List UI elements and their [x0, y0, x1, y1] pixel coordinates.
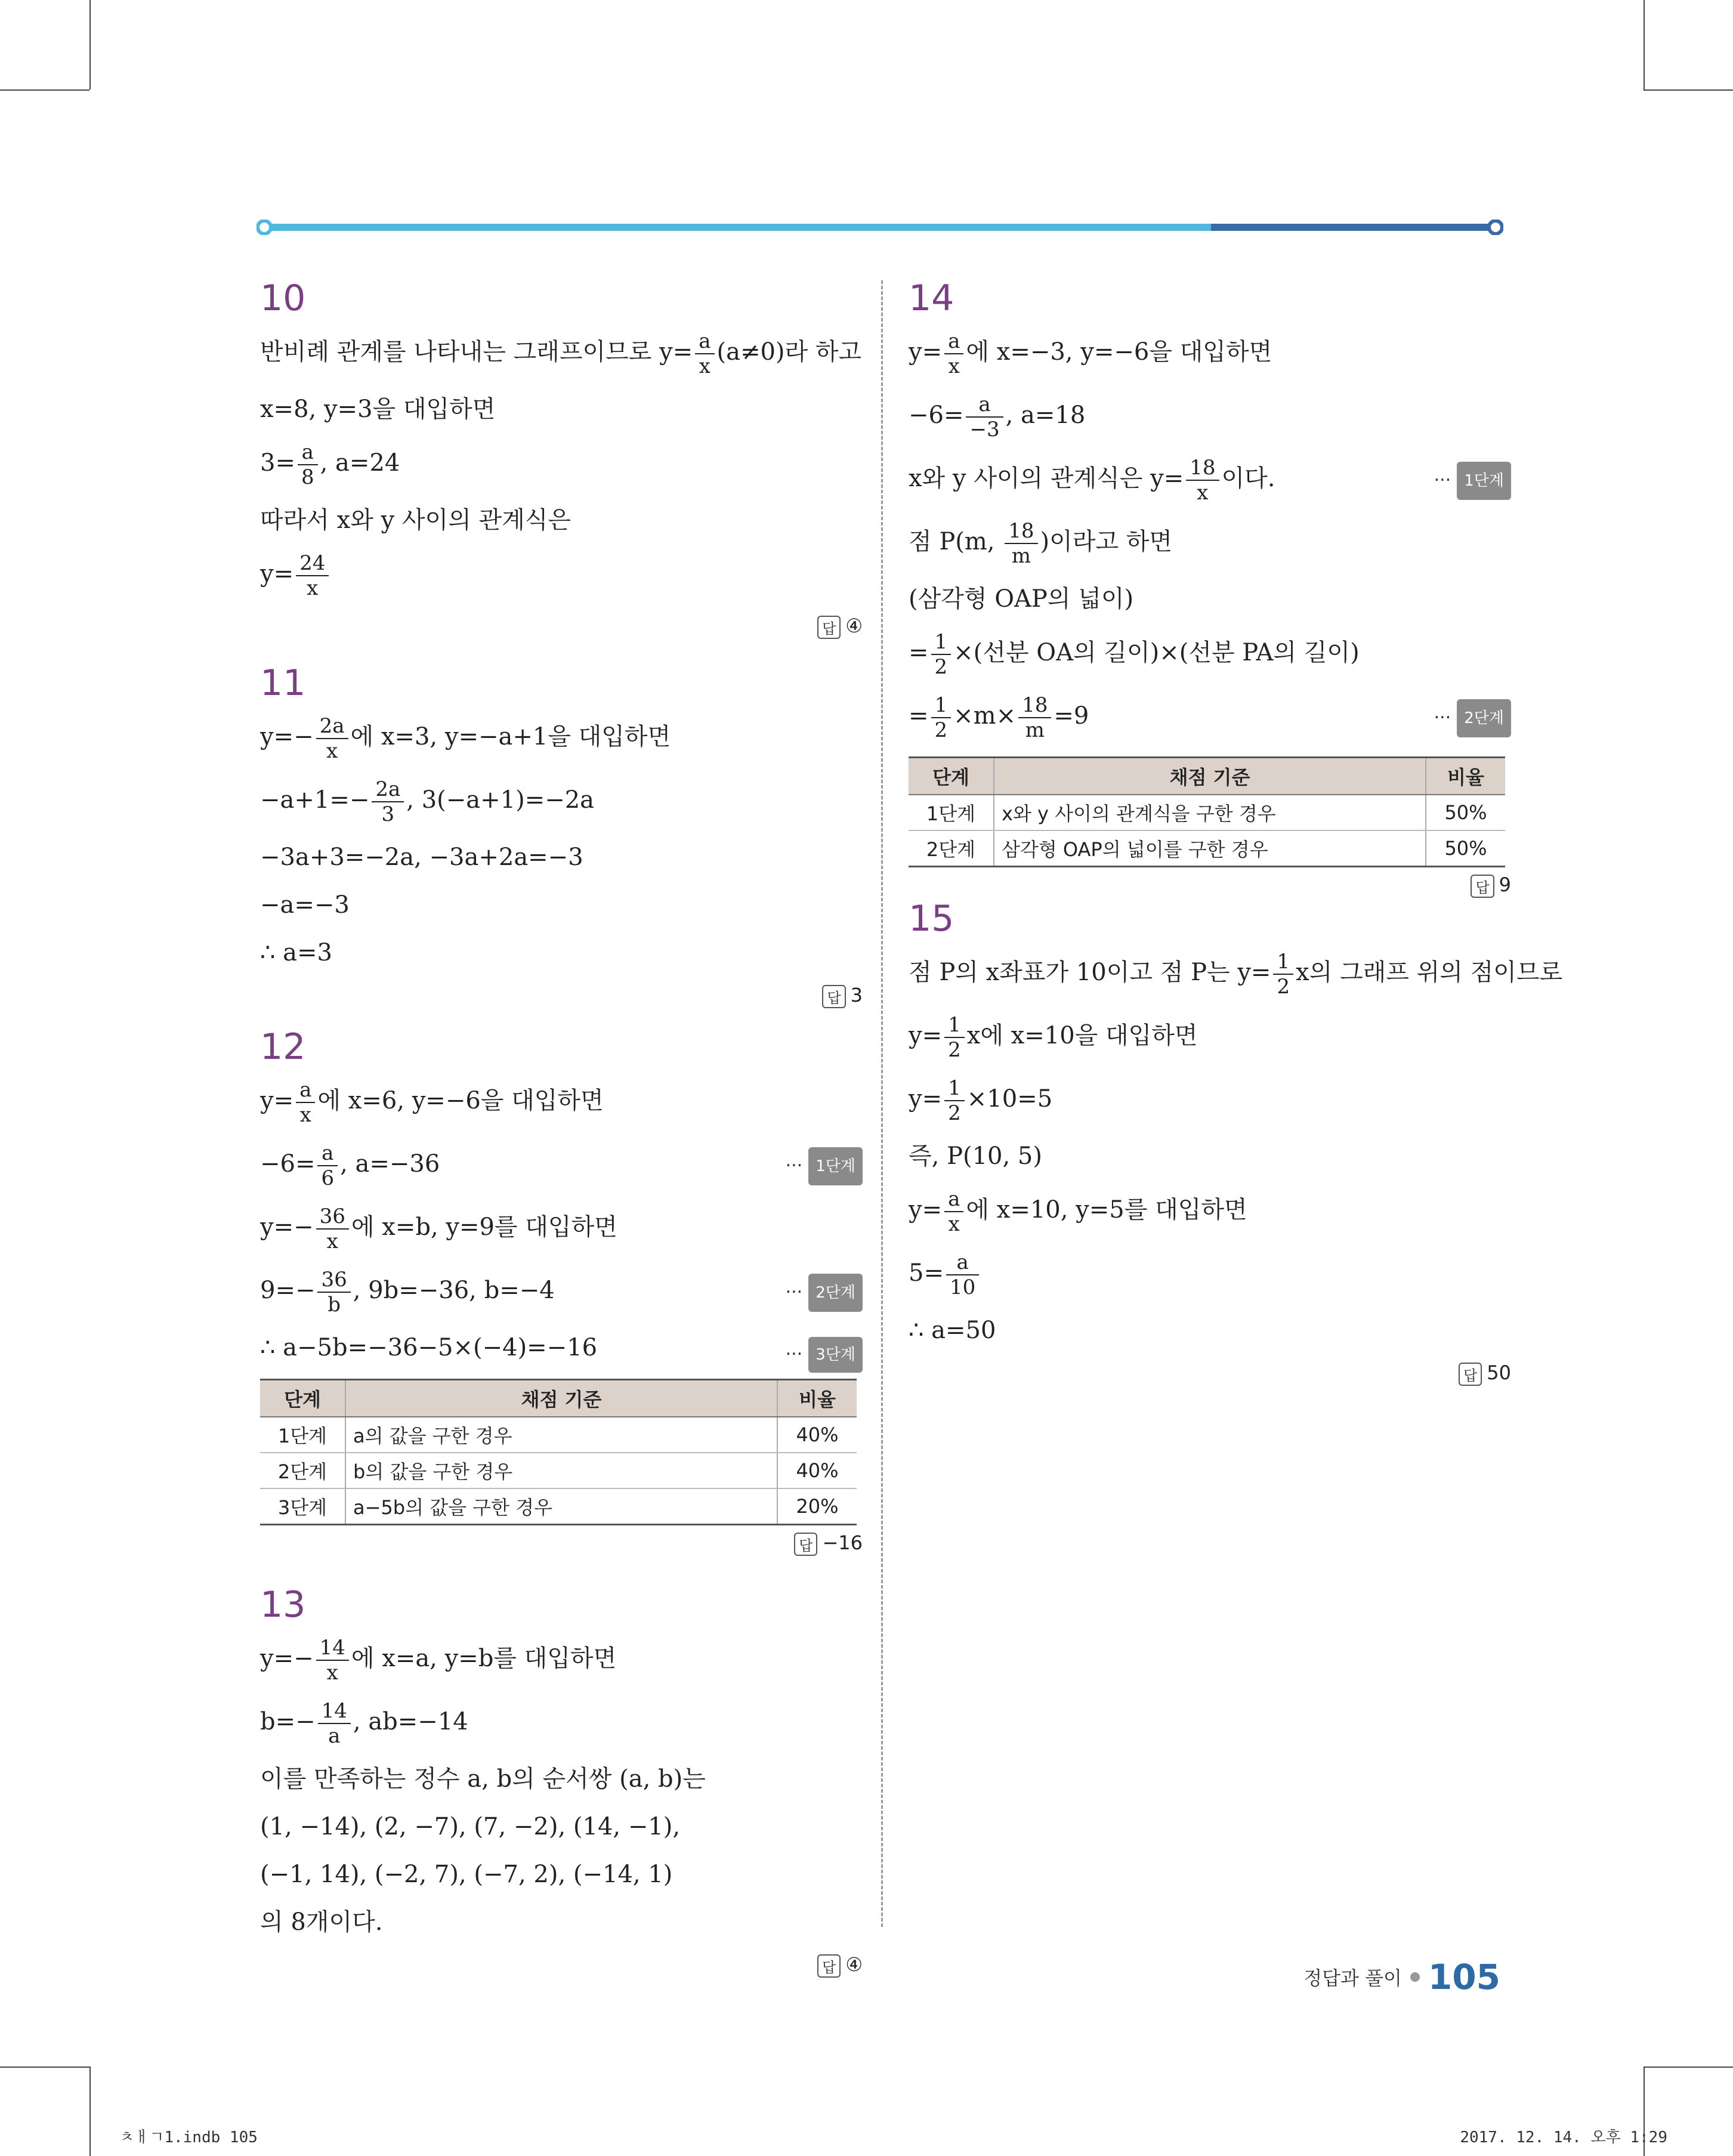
- solution-line: ∴ a=50: [909, 1317, 996, 1344]
- crop-mark: [89, 2067, 91, 2156]
- table-row: [260, 1488, 857, 1525]
- solution-line: [909, 1187, 1511, 1236]
- solution-line: [909, 456, 1511, 505]
- solution-line: 따라서 x와 y 사이의 관계식은: [260, 506, 572, 534]
- solution-line: [909, 950, 1563, 999]
- text: 에 x=3, y=−a+1을 대입하면: [350, 723, 671, 750]
- numerator: a: [298, 440, 318, 465]
- fraction: [966, 393, 1003, 441]
- problem-13: [260, 1584, 863, 1978]
- solution-line: [260, 1699, 863, 1748]
- denominator: x: [699, 354, 711, 378]
- denominator: 8: [301, 465, 314, 489]
- text: y=: [909, 1196, 943, 1224]
- solution-line: 즉, P(10, 5): [909, 1142, 1042, 1170]
- solution-line: [260, 440, 863, 489]
- numerator: 18: [1186, 456, 1219, 481]
- denominator: 2: [1277, 975, 1290, 999]
- text: y=: [260, 1087, 294, 1114]
- text: 점 P(m,: [909, 528, 1003, 555]
- table-cell: x와 y 사이의 관계식을 구한 경우: [994, 795, 1426, 830]
- numerator: a: [695, 329, 714, 354]
- table-cell: 1단계: [909, 795, 994, 830]
- problem-11: [260, 662, 863, 1008]
- fraction: [944, 1013, 965, 1062]
- footer-dot: [1410, 1972, 1420, 1982]
- step-badge: 3단계: [808, 1337, 863, 1373]
- answer: [260, 1953, 863, 1978]
- problem-14: [909, 277, 1511, 898]
- table-cell: b의 값을 구한 경우: [345, 1453, 777, 1488]
- numerator: a: [966, 393, 1003, 418]
- fraction: [316, 1204, 349, 1253]
- fraction: [318, 1699, 351, 1748]
- answer-badge: 답: [817, 616, 841, 639]
- table-header: 채점 기준: [345, 1380, 777, 1417]
- table-header-row: [260, 1380, 857, 1417]
- fraction: [695, 329, 714, 378]
- fraction: [931, 693, 952, 742]
- solution-line: [260, 714, 863, 763]
- problem-number: 15: [909, 898, 954, 940]
- problem-number: 13: [260, 1584, 306, 1626]
- table-row: [260, 1453, 857, 1488]
- answer: [260, 614, 863, 639]
- file-meta: ㅊㅐㄱ1.indb 105: [119, 2129, 258, 2146]
- solution-line: [260, 1141, 863, 1190]
- crop-mark: [89, 0, 91, 89]
- answer: [260, 984, 863, 1008]
- numerator: a: [944, 329, 963, 354]
- step-badge: 1단계: [808, 1147, 863, 1185]
- text: , a=24: [320, 449, 400, 477]
- text: )이라고 하면: [1040, 528, 1173, 555]
- solution-line: [260, 777, 863, 826]
- crop-mark: [1644, 89, 1733, 91]
- fraction: [317, 1268, 350, 1317]
- text: 점 P의 x좌표가 10이고 점 P는 y=: [909, 959, 1271, 986]
- solution-line: −3a+3=−2a, −3a+2a=−3: [260, 844, 583, 871]
- table-cell: 2단계: [909, 830, 994, 867]
- denominator: x: [326, 1661, 338, 1685]
- answer-badge: 답: [1459, 1363, 1482, 1386]
- column-divider: [881, 280, 883, 1927]
- table-header: 채점 기준: [994, 758, 1426, 795]
- answer-value: −16: [822, 1531, 863, 1554]
- table-cell: 3단계: [260, 1488, 345, 1525]
- solution-line: [909, 519, 1511, 568]
- denominator: x: [307, 576, 319, 600]
- denominator: x: [1197, 481, 1209, 505]
- denominator: x: [948, 1212, 960, 1236]
- text: 에 x=10, y=5를 대입하면: [966, 1196, 1247, 1224]
- fraction: [296, 551, 329, 600]
- solution-line: [909, 1013, 1511, 1062]
- footer-label: 정답과 풀이: [1303, 1967, 1402, 1990]
- table-cell: 50%: [1426, 795, 1505, 830]
- solution-line: 이를 만족하는 정수 a, b의 순서쌍 (a, b)는: [260, 1765, 706, 1793]
- problem-number: 14: [909, 277, 954, 319]
- solution-line: [260, 1204, 863, 1253]
- problem-10: [260, 277, 863, 639]
- solution-line: [260, 1078, 863, 1127]
- step-marker: ··· 1단계: [1434, 462, 1511, 500]
- numerator: a: [296, 1078, 315, 1103]
- denominator: −3: [969, 418, 1000, 441]
- denominator: m: [1011, 544, 1031, 568]
- solution-line: [260, 1331, 863, 1364]
- text: (a≠0)라 하고: [716, 338, 862, 366]
- denominator: a: [328, 1724, 341, 1748]
- denominator: x: [299, 1103, 311, 1127]
- text: ×m×: [953, 702, 1017, 730]
- answer-value: 50: [1487, 1361, 1511, 1384]
- fraction: [931, 630, 952, 679]
- text: 반비례 관계를 나타내는 그래프이므로 y=: [260, 338, 693, 366]
- fraction: [944, 1076, 965, 1125]
- text: , 9b=−36, b=−4: [353, 1277, 555, 1304]
- solution-line: [909, 1250, 1511, 1299]
- numerator: 2a: [316, 714, 348, 739]
- denominator: 2: [948, 1038, 961, 1062]
- text: −6=: [260, 1150, 316, 1178]
- answer: [260, 1531, 863, 1556]
- solution-line: [909, 329, 1511, 378]
- text: , a=18: [1005, 401, 1086, 429]
- fraction: [1273, 950, 1293, 999]
- solution-line: [260, 329, 863, 378]
- numerator: a: [946, 1250, 979, 1275]
- table-row: [909, 830, 1505, 867]
- numerator: a: [317, 1141, 338, 1166]
- answer-badge: 답: [817, 1954, 841, 1978]
- table-header-row: [909, 758, 1505, 795]
- text: 이다.: [1221, 465, 1275, 492]
- solution-line: [909, 630, 1511, 679]
- solution-line: [909, 1076, 1511, 1125]
- fraction: [317, 1141, 338, 1190]
- numerator: 1: [931, 630, 952, 655]
- answer-value: 3: [850, 984, 863, 1006]
- table-cell: 삼각형 OAP의 넓이를 구한 경우: [994, 830, 1426, 867]
- text: y=: [909, 1022, 943, 1049]
- text: 5=: [909, 1259, 944, 1287]
- solution-line: [260, 1268, 863, 1317]
- text: , 3(−a+1)=−2a: [406, 786, 595, 814]
- text: =: [909, 639, 929, 666]
- answer: [909, 873, 1511, 898]
- numerator: 14: [316, 1636, 349, 1661]
- table-cell: 50%: [1426, 830, 1505, 867]
- numerator: 24: [296, 551, 329, 576]
- answer-badge: 답: [794, 1533, 817, 1556]
- numerator: a: [944, 1187, 963, 1212]
- numerator: 18: [1005, 519, 1037, 544]
- page-footer: [1303, 1957, 1500, 1997]
- table-cell: a의 값을 구한 경우: [345, 1417, 777, 1453]
- problem-15: [909, 898, 1563, 1386]
- table-row: [909, 795, 1505, 830]
- text: −a+1=−: [260, 786, 370, 814]
- numerator: 1: [944, 1013, 965, 1038]
- header-bar: [257, 220, 1503, 235]
- table-header: 비율: [1426, 758, 1505, 795]
- solution-line: (삼각형 OAP의 넓이): [909, 585, 1134, 613]
- text: 에 x=−3, y=−6을 대입하면: [966, 338, 1272, 366]
- denominator: 2: [948, 1101, 961, 1125]
- fraction: [316, 1636, 349, 1685]
- numerator: 1: [931, 693, 952, 718]
- print-datetime: 2017. 12. 14. 오후 1:29: [1460, 2129, 1667, 2146]
- text: ×10=5: [966, 1085, 1053, 1113]
- denominator: 6: [321, 1166, 335, 1190]
- denominator: x: [326, 739, 338, 763]
- text: ×(선분 OA의 길이)×(선분 PA의 길이): [953, 639, 1360, 666]
- fraction: [296, 1078, 315, 1127]
- text: x와 y 사이의 관계식은 y=: [909, 465, 1184, 492]
- denominator: 2: [934, 718, 948, 742]
- denominator: b: [328, 1293, 341, 1317]
- text: y=: [909, 338, 943, 366]
- table-cell: 20%: [777, 1488, 857, 1525]
- numerator: 1: [944, 1076, 965, 1101]
- text: 에 x=b, y=9를 대입하면: [351, 1213, 617, 1241]
- answer-value: ④: [845, 1953, 863, 1976]
- table-header: 단계: [260, 1380, 345, 1417]
- text: y=: [260, 560, 294, 588]
- fraction: [1018, 693, 1051, 742]
- text: y=−: [260, 1213, 314, 1241]
- text: b=−: [260, 1708, 316, 1735]
- crop-mark: [1644, 0, 1645, 89]
- fraction: [944, 1187, 963, 1236]
- table-header: 단계: [909, 758, 994, 795]
- table-header: 비율: [777, 1380, 857, 1417]
- numerator: 36: [316, 1204, 349, 1230]
- solution-line: 의 8개이다.: [260, 1908, 383, 1936]
- fraction: [946, 1250, 979, 1299]
- text: 3=: [260, 449, 295, 477]
- text: , a=−36: [340, 1150, 440, 1178]
- text: y=−: [260, 723, 314, 750]
- table-cell: 40%: [777, 1417, 857, 1453]
- numerator: 18: [1018, 693, 1051, 718]
- solution-line: x=8, y=3을 대입하면: [260, 396, 496, 423]
- solution-line: [260, 1636, 863, 1685]
- numerator: 1: [1273, 950, 1293, 975]
- fraction: [1186, 456, 1219, 505]
- denominator: x: [326, 1230, 338, 1253]
- fraction: [1005, 519, 1037, 568]
- text: 에 x=a, y=b를 대입하면: [351, 1645, 617, 1672]
- text: ∴ a−5b=−36−5×(−4)=−16: [260, 1334, 598, 1361]
- text: x의 그래프 위의 점이므로: [1296, 959, 1563, 986]
- solution-line: (1, −14), (2, −7), (7, −2), (14, −1),: [260, 1813, 681, 1840]
- answer-value: 9: [1499, 873, 1511, 896]
- problem-12: [260, 1026, 863, 1556]
- problem-number: 10: [260, 277, 306, 319]
- step-marker: ··· 1단계: [786, 1147, 863, 1185]
- answer: [909, 1361, 1511, 1386]
- solution-line: (−1, 14), (−2, 7), (−7, 2), (−14, 1): [260, 1861, 673, 1888]
- text: x에 x=10을 대입하면: [966, 1022, 1198, 1049]
- table-cell: a−5b의 값을 구한 경우: [345, 1488, 777, 1525]
- text: 9=−: [260, 1277, 316, 1304]
- problem-number: 12: [260, 1026, 306, 1068]
- solution-line: [260, 551, 863, 600]
- solution-line: [909, 693, 1511, 742]
- step-marker: ··· 2단계: [786, 1274, 863, 1312]
- solution-line: ∴ a=3: [260, 939, 332, 966]
- numerator: 2a: [372, 777, 404, 802]
- text: y=−: [260, 1645, 314, 1672]
- text: , ab=−14: [353, 1708, 468, 1735]
- page-number: 105: [1428, 1957, 1500, 1997]
- denominator: x: [948, 354, 960, 378]
- step-badge: 2단계: [808, 1274, 863, 1312]
- step-badge: 2단계: [1457, 699, 1511, 737]
- fraction: [316, 714, 348, 763]
- grading-table: [260, 1379, 857, 1525]
- text: =9: [1054, 702, 1089, 730]
- table-cell: 2단계: [260, 1453, 345, 1488]
- answer-badge: 답: [1471, 875, 1494, 898]
- fraction: [944, 329, 963, 378]
- text: y=: [909, 1085, 943, 1113]
- solution-line: −a=−3: [260, 891, 350, 919]
- solution-line: [909, 393, 1511, 441]
- fraction: [372, 777, 404, 826]
- numerator: 14: [318, 1699, 351, 1724]
- crop-mark: [1644, 2067, 1733, 2068]
- text: −6=: [909, 401, 964, 429]
- crop-mark: [0, 2067, 89, 2068]
- denominator: 3: [381, 802, 395, 826]
- table-cell: 40%: [777, 1453, 857, 1488]
- denominator: m: [1025, 718, 1045, 742]
- denominator: 2: [934, 655, 948, 679]
- table-cell: 1단계: [260, 1417, 345, 1453]
- denominator: 10: [949, 1275, 976, 1299]
- text: 에 x=6, y=−6을 대입하면: [317, 1087, 604, 1114]
- text: =: [909, 702, 929, 730]
- step-marker: ··· 2단계: [1434, 699, 1511, 737]
- grading-table: [909, 756, 1505, 867]
- fraction: [298, 440, 318, 489]
- problem-number: 11: [260, 662, 306, 704]
- answer-badge: 답: [822, 985, 845, 1008]
- numerator: 36: [317, 1268, 350, 1293]
- answer-value: ④: [845, 614, 863, 637]
- step-badge: 1단계: [1457, 462, 1511, 500]
- table-row: [260, 1417, 857, 1453]
- step-marker: ··· 3단계: [786, 1337, 863, 1373]
- crop-mark: [0, 89, 89, 91]
